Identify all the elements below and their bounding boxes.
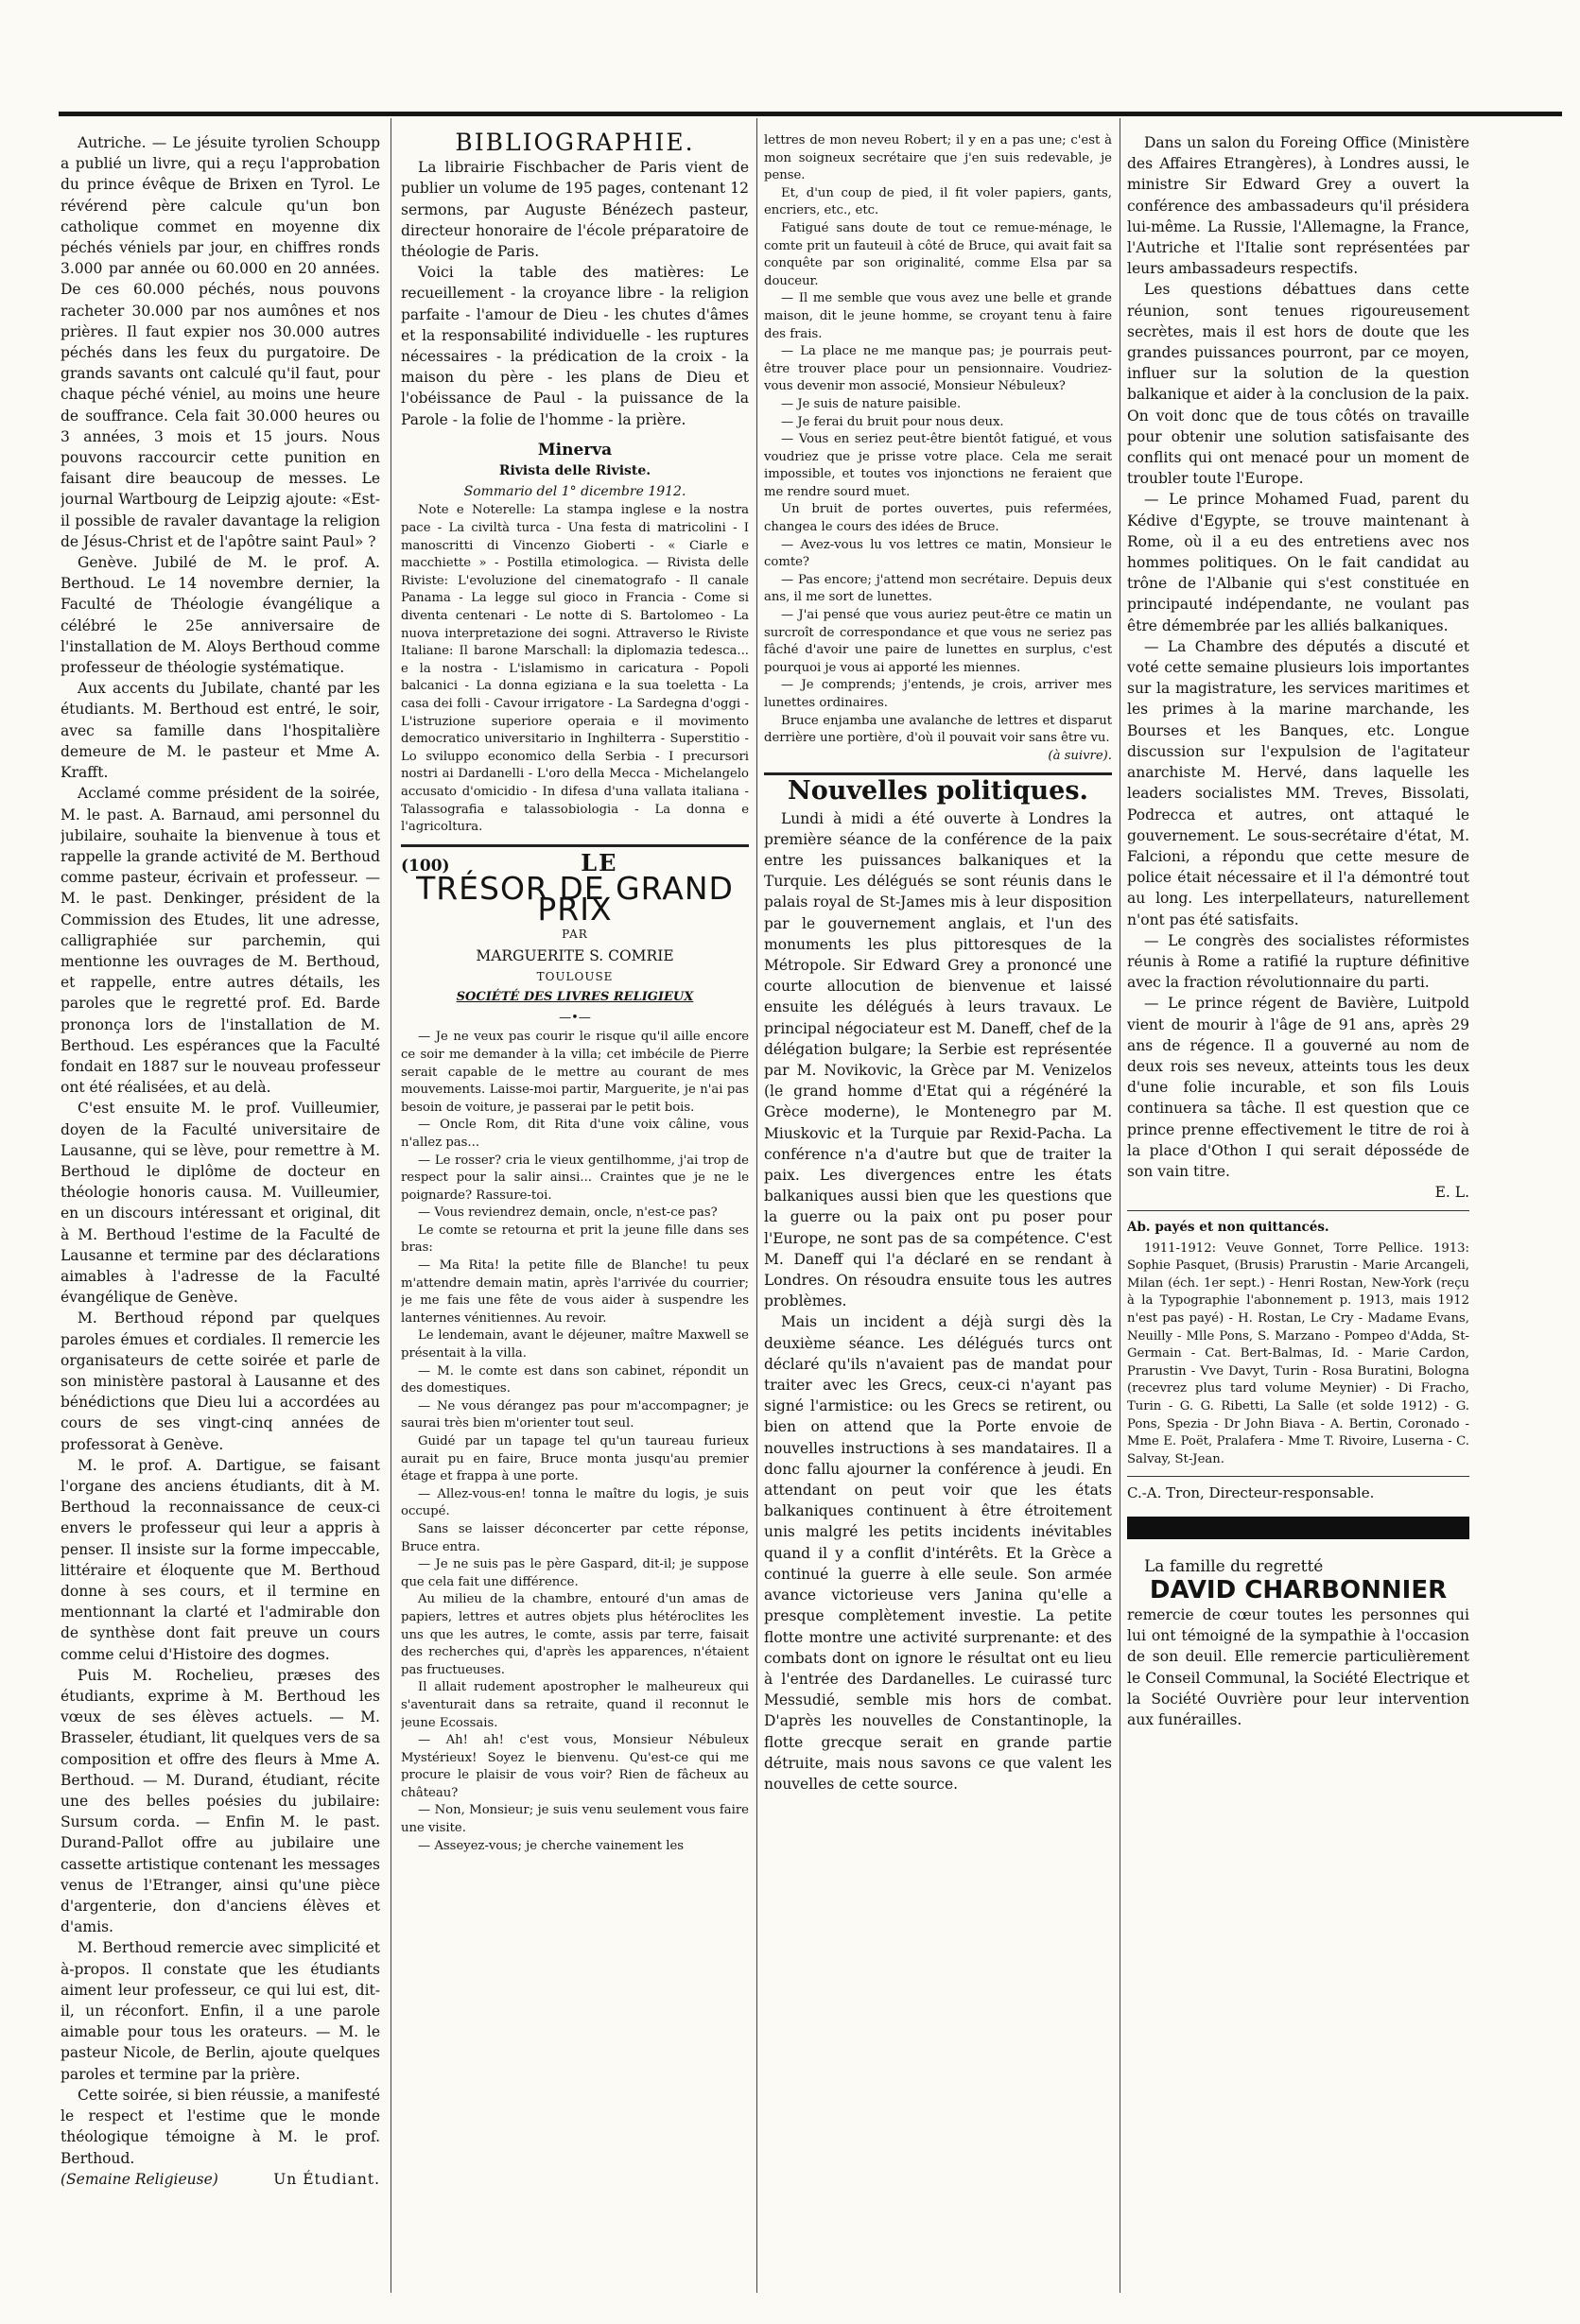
column-2 [401,132,749,2279]
biblio-paragraph: La librairie Fischbacher de Paris vient de publier un volume de 195 pages, contenant 12 sermons, par Auguste Bénézech pasteur, directeur honoraire de l'école préparatoire de théologie de Paris. [401,159,749,261]
article-signature: Un Étudiant. [273,2170,380,2188]
serial-paragraph: Il allait rudement apostropher le malheureux qui s'aventurait dans sa retraite, quand il reconnut le jeune Ecossais. [401,1680,749,1730]
column-4 [1127,132,1469,2279]
serial-paragraph: — Pas encore; j'attend mon secrétaire. Depuis deux ans, il me sort de lunettes. [764,572,1112,605]
news-paragraph: Acclamé comme président de la soirée, M. le past. A. Barnaud, ami personnel du jubilaire, souhaite la bienvenue à tous et rappelle la grande activité de M. Berthoud comme pasteur, écrivain et professeur. — M. le past. Denkinger, président de la Commission des Etudes, lit une adresse, calligraphiée sur parchemin, qui mentionne les ouvrages de M. Berthoud, et rappelle, entre autres détails, les paroles que le regretté prof. Ed. Barde prononça lors de l'installation de M. Berthoud. Les espérances que la Faculté fondait en 1887 sur le nouveau professeur ont été réalisées, et au delà. [61,785,380,1097]
section-rule [1127,1210,1469,1211]
to-be-continued: (à suivre). [1048,748,1112,763]
serial-city: TOULOUSE [536,969,614,983]
serial-par: PAR [562,928,588,942]
serial-article: LE [581,848,618,876]
serial-paragraph: Le comte se retourna et prit la jeune fille dans ses bras: [401,1223,749,1256]
serial-paragraph: — Le rosser? cria le vieux gentilhomme, j'ai trop de respect pour la salir ainsi... Craintes que je ne le poignarde? Rassure-toi. [401,1153,749,1203]
subscriptions-heading: Ab. payés et non quittancés. [1127,1220,1329,1236]
famille-line: La famille du regretté [1144,1557,1324,1577]
serial-paragraph: — Ne vous dérangez pas pour m'accompagner; je saurai très bien m'orienter tout seul. [401,1398,749,1431]
serial-ornament: —•— [559,1011,591,1026]
serial-paragraph: — Je ferai du bruit pour nous deux. [781,414,1004,429]
section-rule [1127,1476,1469,1477]
serial-paragraph: — Vous reviendrez demain, oncle, n'est-ce pas? [418,1205,718,1221]
black-bar [1127,1517,1469,1539]
serial-paragraph: — Ah! ah! c'est vous, Monsieur Nébuleux Mystérieux! Soyez le bienvenu. Qu'est-ce qui me procure le plaisir de vous voir? Rien de fâcheux au château? [401,1733,749,1800]
serial-paragraph: — Il me semble que vous avez une belle et grande maison, dit le jeune homme, se croyant tenu à faire des frais. [764,291,1112,341]
serial-paragraph: lettres de mon neveu Robert; il y en a pas une; c'est à mon soigneux secrétaire que j'en suis redevable, je pense. [764,133,1112,183]
serial-author: MARGUERITE S. COMRIE [476,946,674,964]
minerva-subheading: Rivista delle Riviste. [498,463,651,479]
politics-paragraph: — Le prince Mohamed Fuad, parent du Kédive d'Egypte, se trouve maintenant à Rome, où il a eu des entretiens avec nos hommes politiques. On le fait candidat au trône de l'Albanie qui s'est constituée en principauté indépendante, ne voulant pas être démembrée par les alliés balkaniques. [1127,491,1469,634]
serial-paragraph: — Vous en seriez peut-être bientôt fatigué, et vous voudriez que je prisse votre place. Cela me serait impossible, et toutes vos injonctions ne feraient que me rendre sourd muet. [764,432,1112,499]
news-autriche: Autriche. — Le jésuite tyrolien Schoupp a publié un livre, qui a reçu l'approbation du prince évêque de Brixen en Tyrol. Le révérend père calcule qu'un bon catholique commet en moyenne dix péchés véniels par jour, en chiffres ronds 3.000 par année ou 60.000 en 20 années. De ces 60.000 péchés, nous pouvons racheter 30.000 par nos aumônes et nos prières. Il faut expier nos 30.000 autres péchés dans les feux du purgatoire. De grands savants ont calculé qu'il faut, pour chaque péché véniel, au moins une heure de souffrance. Cela fait 30.000 heures ou 3 années, 3 mois et 15 jours. Nous pouvons raccourcir cette punition en faisant dire beaucoup de messes. Le journal Wartbourg de Leipzig ajoute: «Est-il possible de ravaler davantage la religion de Jésus-Christ et de l'apôtre saint Paul» ? [61,134,380,550]
news-paragraph: M. Berthoud remercie avec simplicité et à-propos. Il constate que les étudiants aiment leur professeur, ce qui lui est, dit-il, un réconfort. Enfin, il a une parole aimable pour tous les orateurs. — M. le pasteur Nicole, de Berlin, ajoute quelques paroles et termine par la prière. [61,1939,380,2083]
serial-paragraph: Le lendemain, avant le déjeuner, maître Maxwell se présentait à la villa. [401,1328,749,1361]
section-rule [401,844,749,847]
serial-paragraph: Bruce enjamba une avalanche de lettres et disparut derrière une portière, d'où il pouvait voir sans être vu. [764,713,1112,746]
serial-paragraph: — Je comprends; j'entends, je crois, arriver mes lunettes ordinaires. [764,678,1112,710]
politics-paragraph: — Le prince régent de Bavière, Luitpold vient de mourir à l'âge de 91 ans, après 29 ans de régence. Il a gouverné au nom de deux rois ses neveux, atteints tous les deux d'une folie incurable, et son fils Louis continuera sa tâche. Il est question que ce prince prenne effectivement le titre de roi à la place d'Othon I qui serait déposséde de son vain titre. [1127,995,1469,1180]
column-1 [61,132,380,2279]
serial-paragraph: — Je ne veux pas courir le risque qu'il aille encore ce soir me demander à la villa; cet imbécile de Pierre serait capable de le mettre au courant de mes mouvements. Laisse-moi partir, Marguerite, je n'ai pas besoin de voiture, je passerai par le petit bois. [401,1030,749,1115]
thanks-notice: remercie de cœur toutes les personnes qui lui ont témoigné de la sympathie à l'occasion de son deuil. Elle remercie particulièrement le Conseil Communal, la Société Electrique et la Société Ouvrière pour leur intervention aux funérailles. [1127,1605,1469,1728]
serial-paragraph: — Je ne suis pas le père Gaspard, dit-il; je suppose que cela fait une différence. [401,1557,749,1589]
article-signature: E. L. [1434,1184,1469,1202]
news-paragraph: Cette soirée, si bien réussie, a manifesté le respect et l'estime que le monde théologique témoigne à M. le prof. Berthoud. [61,2086,380,2167]
bibliographie-heading: BIBLIOGRAPHIE. [455,132,695,156]
source-credit: (Semaine Religieuse) [61,2170,218,2188]
serial-paragraph: — M. le comte est dans son cabinet, répondit un des domestiques. [401,1363,749,1396]
minerva-date: Sommario del 1° dicembre 1912. [463,484,686,500]
minerva-heading: Minerva [537,440,613,460]
serial-paragraph: — Oncle Rom, dit Rita d'une voix câline, vous n'allez pas... [401,1118,749,1150]
serial-paragraph: Un bruit de portes ouvertes, puis refermées, changea le cours des idées de Bruce. [764,502,1112,535]
subscriptions-list: 1911-1912: Veuve Gonnet, Torre Pellice. 1913: Sophie Pasquet, (Brusis) Prarustin - Marie Arcangeli, Milan (éch. 1er sept.) - Henri Rostan, New-York (reçu à la Typographie l'abonnement p. 1913, mais 1912 n'est pas payé) - H. Rostan, Le Cry - Madame Evans, Neuilly - Mlle Pons, S. Marzano - Pompeo d'Adda, St-Germain - Cat. Bert-Balmas, Id. - Marie Cardon, Prarustin - Vve Davyt, Turin - Rosa Buratini, Bologna (recevrez plus tard volume Meynier) - Di Fracho, Turin - G. G. Ribetti, La Salle (et solde 1912) - G. Pons, Spezia - Dr John Biava - A. Bertin, Coronado - Mme E. Poët, Pralafera - Mme T. Rivoire, Luserna - C. Salvay, St-Jean. [1127,1240,1469,1466]
serial-paragraph: — Ma Rita! la petite fille de Blanche! tu peux m'attendre demain matin, après l'arrivée du courrier; je me fais une fête de vous aider à suspendre les lanternes vénitiennes. Au revoir. [401,1258,749,1326]
serial-paragraph: — Je suis de nature paisible. [781,396,962,411]
serial-paragraph: Sans se laisser déconcerter par cette réponse, Bruce entra. [401,1521,749,1554]
serial-title: TRÉSOR DE GRAND PRIX [416,869,734,928]
minerva-summary: Note e Noterelle: La stampa inglese e la nostra pace - La civiltà turca - Una festa di matricolini - I manoscritti di Vincenzo Gioberti - « Ciarle e macchiette » - Postilla etimologica. — Rivista delle Riviste: L'evoluzione del cinematografo - Il canale Panama - La legge sul gioco in Francia - Come si diventa centenari - Le notte di S. Bartolomeo - La nuova interpretazione dei sogni. Attraverso le Riviste Italiane: Il barone Marschall: la diplomazia tedesca... e la nostra - L'islamismo in caricatura - Popoli balcanici - La donna egiziana e la sua toeletta - La casa dei folli - Cavour irrigatore - La Sardegna d'oggi - L'istruzione superiore operaia e il movimento democratico universitario in Inghilterra - Superstitio - Lo sviluppo economico della Serbia - I precursori nostri ai Dardanelli - L'oro della Mecca - Michelangelo accusato d'omicidio - In difesa d'una vallata italiana - Talassografia e talassobiologia - La donna e l'agricoltura. [401,503,749,835]
nouvelles-politiques-heading: Nouvelles politiques. [788,776,1088,806]
serial-society: SOCIÉTÉ DES LIVRES RELIGIEUX [456,989,694,1004]
top-rule [59,112,1562,116]
column-divider [756,118,757,2293]
serial-paragraph: — Non, Monsieur; je suis venu seulement vous faire une visite. [401,1803,749,1836]
politics-paragraph: — La Chambre des députés a discuté et voté cette semaine plusieurs lois importantes sur la magistrature, les services maritimes et les primes à la marine marchande, les Bourses et les Banques, etc. Longue discussion sur l'expulsion de l'agitateur anarchiste M. Hervé, dans laquelle les leaders socialistes MM. Treves, Bissolati, Podrecca et autres, ont attaqué le gouvernement. Le sous-secrétaire d'état, M. Falcioni, a répondu que cette mesure de police était nécessaire et il l'a démontré tout au long. Les interpellateurs, naturellement n'ont pas été satisfaits. [1127,637,1469,928]
serial-paragraph: — Avez-vous lu vos lettres ce matin, Monsieur le comte? [764,537,1112,570]
news-paragraph: C'est ensuite M. le prof. Vuilleumier, doyen de la Faculté universitaire de Lausanne, qui se lève, pour remettre à M. Berthoud le diplôme de docteur en théologie honoris causa. M. Vuilleumier, en un discours intéressant et original, dit à M. Berthoud l'estime de la Faculté de Lausanne et termine par des déclarations aimables à l'adresse de la Faculté évangélique de Genève. [61,1100,380,1307]
column-3 [764,132,1112,2279]
serial-paragraph: Au milieu de la chambre, entouré d'un amas de papiers, lettres et autres objets plus hétéroclites les uns que les autres, le comte, assis par terre, faisait des recherches qui, d'après les apparences, n'étaient pas fructueuses. [401,1592,749,1677]
politics-paragraph: Mais un incident a déjà surgi dès la deuxième séance. Les délégués turcs ont déclaré qu'ils n'avaient pas de mandat pour traiter avec les Grecs, ceux-ci n'ayant pas signé l'armistice: ou les Grecs se retirent, ou bien on attend que la Porte envoie de nouvelles instructions à ses mandataires. Il a donc fallu ajourner la conférence à jeudi. En attendant on peut voir que les états balkaniques continuent à être étroitement unis malgré les petits incidents inévitables quand il y a conflit d'intérêts. Et la Grèce a continué la guerre à elle seule. Son armée avance victorieuse vers Janina qu'elle a presque complètement investie. La petite flotte montre une activité surprenante: et des combats dont on ignore le résultat ont eu lieu à l'entrée des Dardanelles. Le cuirassé turc Messudié, semble mis hors de combat. D'après les nouvelles de Constantinople, la flotte grecque serait en grande partie détruite, mais nous savons ce que valent les nouvelles de cette source. [764,1313,1112,1793]
deceased-name: DAVID CHARBONNIER [1149,1575,1448,1604]
news-paragraph: Aux accents du Jubilate, chanté par les étudiants. M. Berthoud est entré, le soir, avec sa famille dans l'hospitalière demeure de M. le pasteur et Mme A. Krafft. [61,680,380,782]
politics-paragraph: Lundi à midi a été ouverte à Londres la première séance de la conférence de la paix entre les puissances balkaniques et la Turquie. Les délégués se sont réunis dans le palais royal de St-James mis à leur disposition par le gouvernement anglais, et l'un des monuments les plus pittoresques de la Métropole. Sir Edward Grey a prononcé une courte allocution de bienvenue et laissé ensuite les délégués à leurs travaux. Le principal négociateur est M. Daneff, chef de la délégation bulgare; la Serbie est représentée par M. Novikovic, la Grèce par M. Venizelos (le grand homme d'Etat qui a régénéré la Grèce moderne), le Montenegro par M. Miuskovic et la Turquie par Rexid-Pacha. La conférence n'a d'autre but que de traiter la paix. Les divergences entre les états balkaniques aussi bien que les questions que la guerre ou la paix ont pu poser pour l'Europe, ne sont pas de sa compétence. C'est M. Daneff qui l'a déclaré en se rendant à Londres. On résoudra ensuite tous les autres problèmes. [764,809,1112,1310]
serial-paragraph: Et, d'un coup de pied, il fit voler papiers, gants, encriers, etc., etc. [764,185,1112,218]
serial-paragraph: — La place ne me manque pas; je pourrais peut-être trouver place pour un pensionnaire. Voudriez-vous devenir mon associé, Monsieur Nébuleux? [764,344,1112,394]
director-line: C.-A. Tron, Directeur-responsable. [1127,1484,1375,1502]
section-rule [764,772,1112,775]
news-paragraph: M. le prof. A. Dartigue, se faisant l'organe des anciens étudiants, dit à M. Berthoud la reconnaissance de ceux-ci envers le professeur qui leur a appris à penser. Il insiste sur la forme impeccable, littéraire et éloquente que M. Berthoud donne à ses cours, et il termine en mentionnant la clarté et l'admirable don de synthèse dont fait preuve un cours comme celui d'Histoire des dogmes. [61,1456,380,1663]
serial-paragraph: — Allez-vous-en! tonna le maître du logis, je suis occupé. [401,1486,749,1519]
article-footer [61,2169,380,2190]
serial-paragraph: — J'ai pensé que vous auriez peut-être ce matin un surcroît de correspondance et que vous ne seriez pas fâché d'avoir une paire de lunettes en surplus, c'est pourquoi je vous ai apporté les miennes. [764,608,1112,675]
serial-paragraph: Fatigué sans doute de tout ce remue-ménage, le comte prit un fauteuil à côté de Bruce, qui avait fait sa conquête par son originalité, comme Elsa par sa douceur. [764,220,1112,288]
serial-number: (100) [401,856,450,876]
politics-paragraph: — Le congrès des socialistes réformistes réunis à Rome a ratifié la rupture définitive avec la fraction révolutionnaire du parti. [1127,931,1469,992]
serial-paragraph: Guidé par un tapage tel qu'un taureau furieux aurait pu en faire, Bruce monta jusqu'au premier étage et frappa à une porte. [401,1434,749,1484]
serial-paragraph: — Asseyez-vous; je cherche vainement les [418,1838,685,1853]
news-paragraph: M. Berthoud répond par quelques paroles émues et cordiales. Il remercie les organisateurs de cette soirée et parle de son ministère pastoral à Lausanne et des bénédictions que Dieu lui a accordées au cours de ses vingt-cinq années de professorat à Genève. [61,1309,380,1453]
politics-paragraph: Dans un salon du Foreing Office (Ministère des Affaires Etrangères), à Londres aussi, le ministre Sir Edward Grey a ouvert la conférence des ambassadeurs qu'il présidera lui-même. La Russie, l'Allemagne, la France, l'Autriche et l'Italie sont représentées par leurs ambassadeurs respectifs. [1127,134,1469,278]
news-geneve: Genève. Jubilé de M. le prof. A. Berthoud. Le 14 novembre dernier, la Faculté de Théologie évangélique a célébré le 25e anniversaire de l'installation de M. Aloys Berthoud comme professeur de théologie systématique. [61,554,380,677]
politics-paragraph: Les questions débattues dans cette réunion, sont tenues rigoureusement secrètes, mais il est hors de doute que les grandes puissances pourront, par ce moyen, influer sur la solution de la question balkanique et aider à la conclusion de la paix. On voit donc que de tous côtés on travaille pour obtenir une solution satisfaisante des conflits qui ont menacé pour un moment de troubler toute l'Europe. [1127,281,1469,488]
biblio-paragraph: Voici la table des matières: Le recueillement - la croyance libre - la religion parfaite - l'amour de Dieu - les chutes d'âmes et la responsabilité individuelle - les ruptures nécessaires - la prédication de la croix - la maison du père - les plans de Dieu et l'obéissance de Paul - la puissance de la Parole - la folie de l'homme - la prière. [401,264,749,428]
news-paragraph: Puis M. Rochelieu, præses des étudiants, exprime à M. Berthoud les vœux de ses élèves actuels. — M. Brasseler, étudiant, lit quelques vers de sa composition et offre des fleurs à Mme A. Berthoud. — M. Durand, étudiant, récite une des belles poésies du jubilaire: Sursum corda. — Enfin M. le past. Durand-Pallot offre au jubilaire une cassette artistique contenant les messages venus de l'Etranger, ainsi qu'une pièce d'argenterie, don d'anciens élèves et d'amis. [61,1666,380,1936]
